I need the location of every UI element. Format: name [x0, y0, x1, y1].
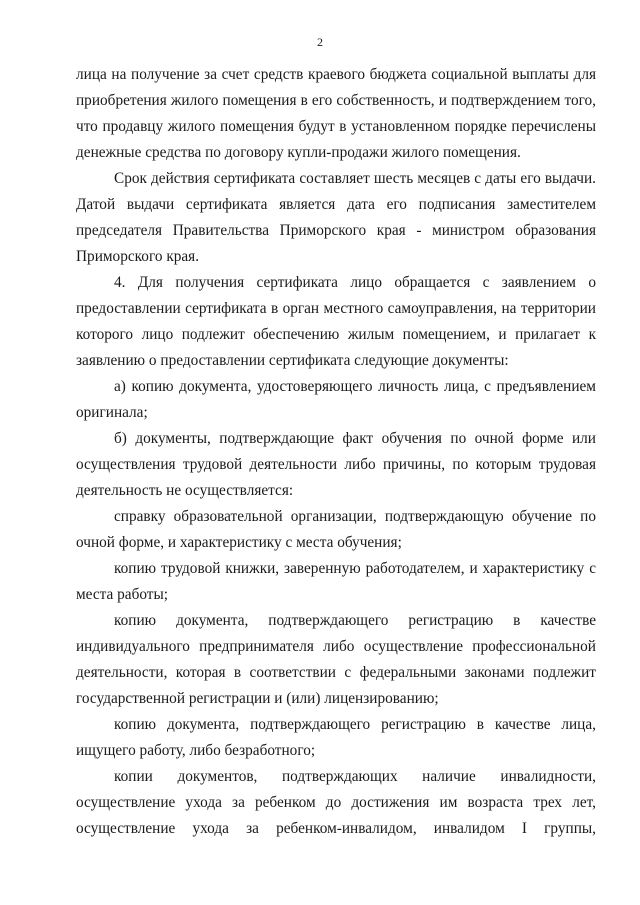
- paragraph-employment-record: копию трудовой книжки, заверенную работодателем, и характеристику с места работы;: [76, 560, 596, 603]
- document-body: [76, 62, 596, 842]
- paragraph-job-seeker-registration: копию документа, подтверждающего регистрацию в качестве лица, ищущего работу, либо безработного;: [76, 716, 596, 759]
- paragraph-item-4: 4. Для получения сертификата лицо обращается с заявлением о предоставлении сертификата в орган местного самоуправления, на территории которого лицо подлежит обеспечению жилым помещением, и прилагает к заявлению о предоставлении сертификата следующие документы:: [76, 274, 596, 369]
- paragraph-continuation: лица на получение за счет средств краевого бюджета социальной выплаты для приобретения жилого помещения в его собственность, и подтверждением того, что продавцу жилого помещения будут в установленном порядке перечислены денежные средства по договору купли-продажи жилого помещения.: [76, 66, 596, 161]
- paragraph-education-certificate: справку образовательной организации, подтверждающую обучение по очной форме, и характеристику с места обучения;: [76, 508, 596, 551]
- paragraph-entrepreneur-registration: копию документа, подтверждающего регистрацию в качестве индивидуального предпринимателя либо осуществление профессиональной деятельности, которая в соответствии с федеральными законами подлежит государственной регистрации и (или) лицензированию;: [76, 612, 596, 707]
- page-number: 2: [317, 35, 323, 49]
- paragraph-item-b: б) документы, подтверждающие факт обучения по очной форме или осуществления трудовой деятельности либо причины, по которым трудовая деятельность не осуществляется:: [76, 430, 596, 499]
- paragraph-disability-documents: копии документов, подтверждающих наличие инвалидности, осуществление ухода за ребенком до достижения им возраста трех лет, осуществление ухода за ребенком-инвалидом, инвалидом I группы,: [76, 768, 596, 837]
- paragraph-item-a: а) копию документа, удостоверяющего личность лица, с предъявлением оригинала;: [76, 378, 596, 421]
- paragraph-certificate-validity: Срок действия сертификата составляет шесть месяцев с даты его выдачи. Датой выдачи сертификата является дата его подписания заместителем председателя Правительства Приморского края - министром образования Приморского края.: [76, 170, 596, 265]
